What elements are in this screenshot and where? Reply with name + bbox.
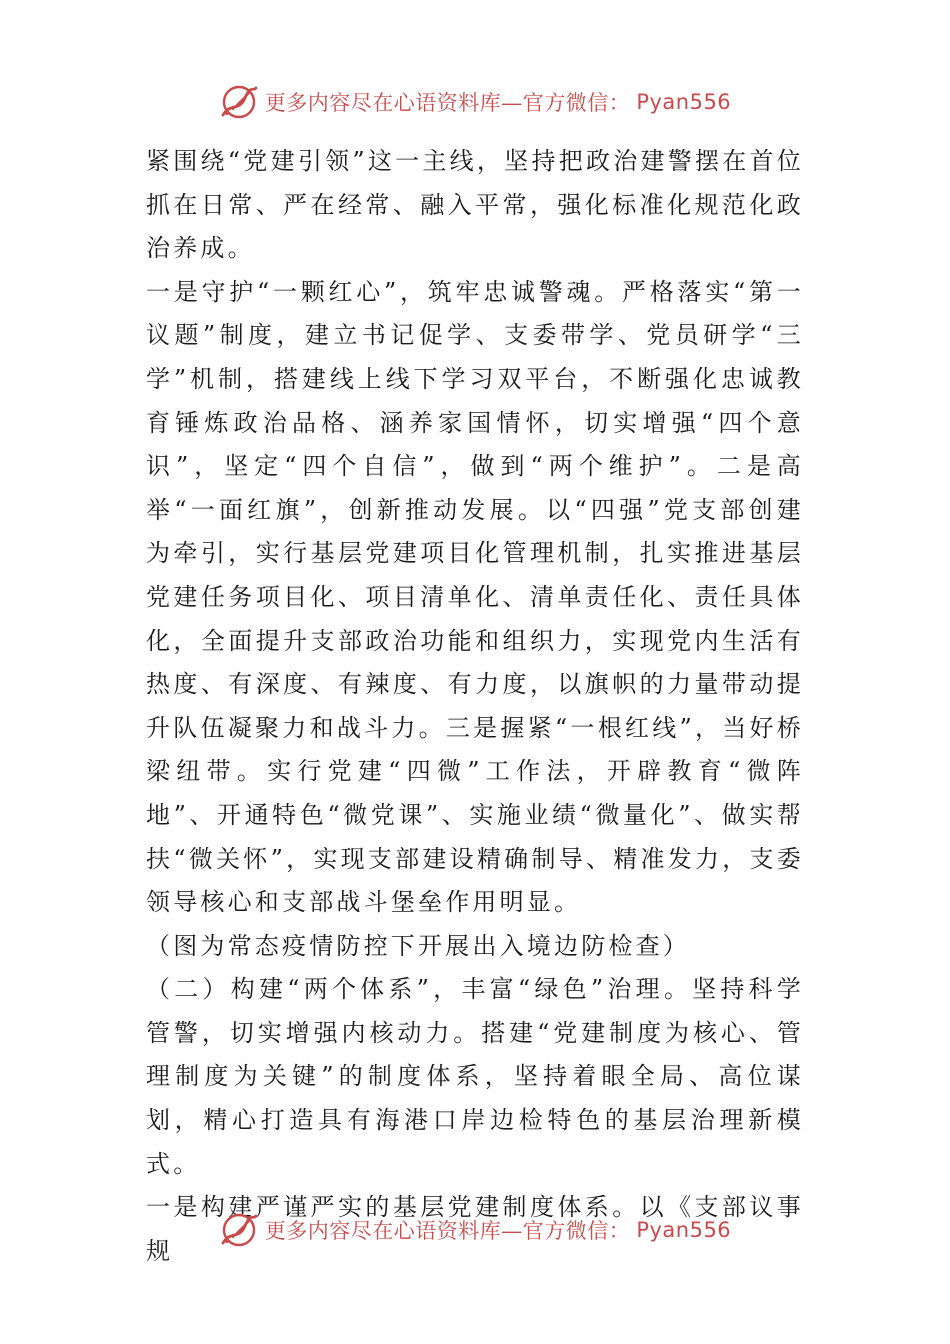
paragraph: （二）构建“两个体系”，丰富“绿色”治理。坚持科学管警，切实增强内核动力。搭建“党建制度为核心、管理制度为关键”的制度体系，坚持着眼全局、高位谋划，精心打造具有海港口岸边检特色的基层治理新模式。 (146, 975, 804, 1178)
watermark-id: Pyan556 (636, 90, 732, 114)
paragraph: 一是守护“一颗红心”，筑牢忠诚警魂。严格落实“第一议题”制度，建立书记促学、支委带学、党员研学“三学”机制，搭建线上线下学习双平台，不断强化忠诚教育锤炼政治品格、涵养家国情怀，切实增强“四个意识”，坚定“四个自信”，做到“两个维护”。二是高举“一面红旗”，创新推动发展。以“四强”党支部创建为牵引，实行基层党建项目化管理机制，扎实推进基层党建任务项目化、项目清单化、清单责任化、责任具体化，全面提升支部政治功能和组织力，实现党内生活有热度、有深度、有辣度、有力度，以旗帜的力量带动提升队伍凝聚力和战斗力。三是握紧“一根红线”，当好桥梁纽带。实行党建“四微”工作法，开辟教育“微阵地”、开通特色“微党课”、实施业绩“微量化”、做实帮扶“微关怀”，实现支部建设精确制导、精准发力，支委领导核心和支部战斗堡垒作用明显。 (146, 277, 804, 917)
pen-signature-icon (219, 82, 259, 122)
watermark-id: Pyan556 (636, 1218, 732, 1242)
document-body (146, 140, 804, 1273)
paragraph: 紧围绕“党建引领”这一主线，坚持把政治建警摆在首位抓在日常、严在经常、融入平常，强化标准化规范化政治养成。 (146, 147, 804, 263)
header-watermark (0, 80, 950, 124)
watermark-text: 更多内容尽在心语资料库—官方微信： (264, 91, 631, 115)
pen-signature-icon (219, 1210, 259, 1250)
watermark-text: 更多内容尽在心语资料库—官方微信： (264, 1219, 631, 1243)
image-caption: （图为常态疫情防控下开展出入境边防检查） (146, 931, 690, 960)
footer-watermark (0, 1208, 950, 1252)
paragraph: 一是构建严谨严实的基层党建制度体系。以《支部议事规 (146, 1193, 804, 1265)
